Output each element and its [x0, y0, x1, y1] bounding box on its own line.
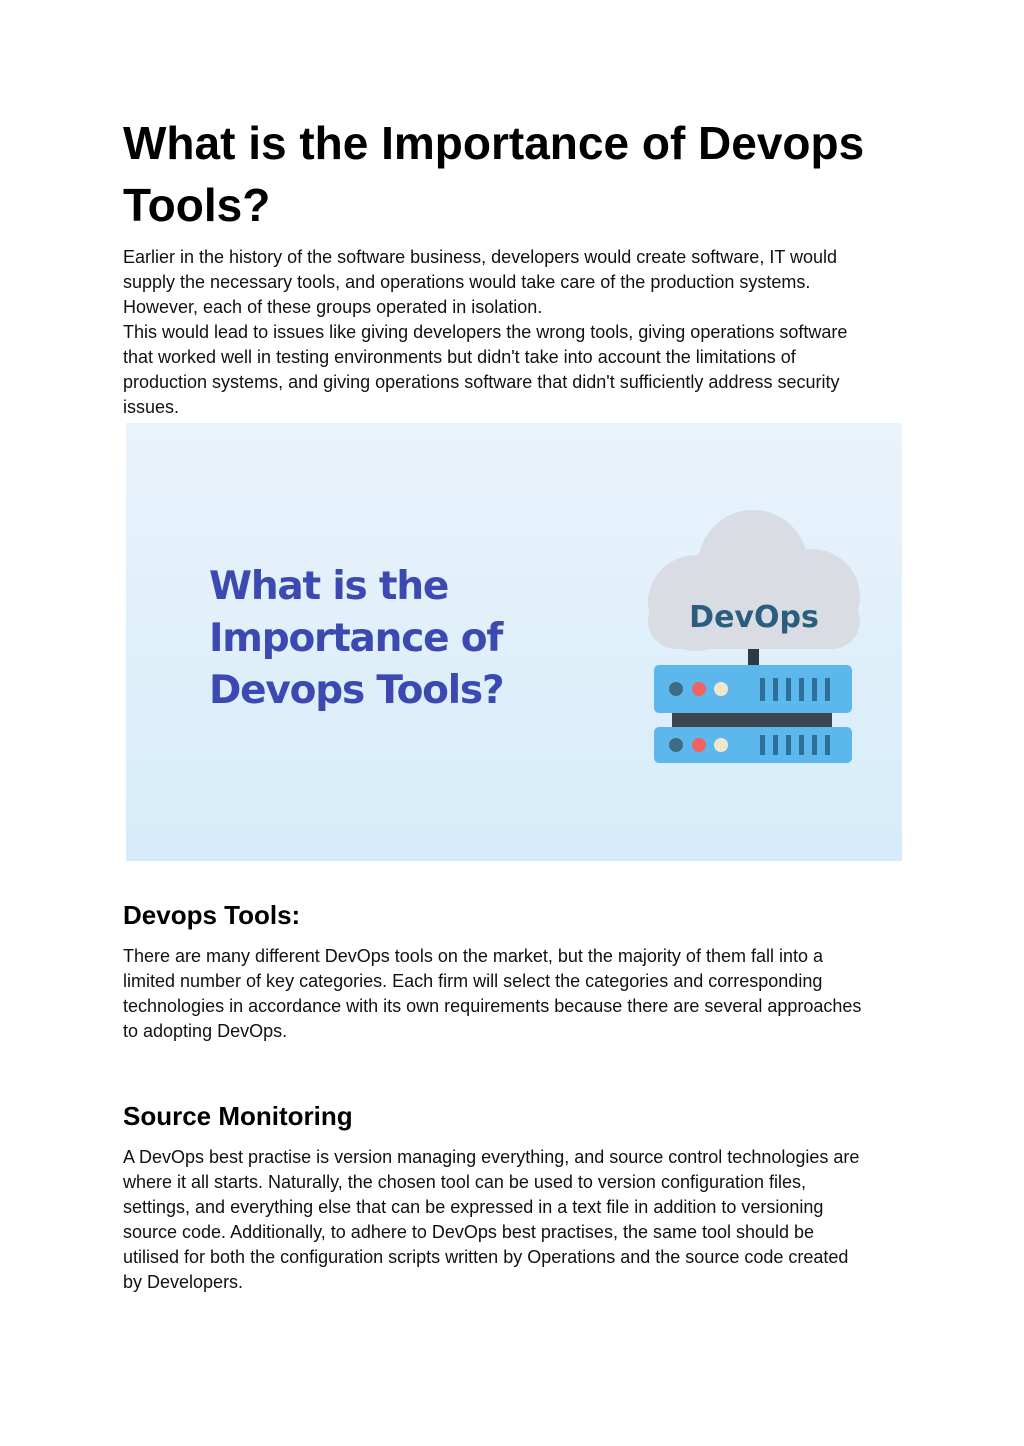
server-rail [672, 713, 832, 729]
devops-tools-heading: Devops Tools: [123, 900, 301, 930]
devops-tools-line: technologies in accordance with its own requirements because there are several approaches [123, 996, 862, 1016]
intro-line: This would lead to issues like giving developers the wrong tools, giving operations software [123, 322, 848, 342]
hero-image [126, 423, 902, 861]
devops-server-cloud-illustration [626, 503, 876, 763]
hero-image-title [209, 561, 589, 717]
source-monitoring-line: A DevOps best practise is version managing everything, and source control technologies are [123, 1147, 860, 1167]
server-led-red [692, 738, 706, 752]
server-led-gray [669, 738, 683, 752]
devops-tools-paragraph [123, 944, 913, 1044]
server-led-cream [714, 682, 728, 696]
intro-paragraph [123, 245, 913, 420]
hero-title-line: Devops Tools? [209, 668, 504, 713]
intro-line: that worked well in testing environments but didn't take into account the limitations of [123, 347, 796, 367]
intro-line: issues. [123, 397, 180, 417]
server-unit-top [654, 665, 852, 713]
source-monitoring-line: source code. Additionally, to adhere to DevOps best practises, the same tool should be [123, 1222, 815, 1242]
server-led-red [692, 682, 706, 696]
page-title-line-2: Tools? [123, 179, 271, 231]
hero-title-line: Importance of [209, 616, 503, 661]
page-title-line-1: What is the Importance of Devops [123, 117, 865, 169]
source-monitoring-line: utilised for both the configuration scripts written by Operations and the source code created [123, 1247, 849, 1267]
hero-title-line: What is the [209, 564, 449, 609]
source-monitoring-heading: Source Monitoring [123, 1101, 353, 1131]
source-monitoring-line: by Developers. [123, 1272, 244, 1292]
server-led-cream [714, 738, 728, 752]
page-title [123, 112, 903, 236]
intro-line: supply the necessary tools, and operations would take care of the production systems. [123, 272, 811, 292]
devops-tools-line: limited number of key categories. Each firm will select the categories and corresponding [123, 971, 823, 991]
server-unit-bottom [654, 727, 852, 763]
cloud-label: DevOps [689, 600, 819, 635]
source-monitoring-line: where it all starts. Naturally, the chosen tool can be used to version configuration files, [123, 1172, 807, 1192]
cloud-connector [748, 649, 759, 667]
intro-line: production systems, and giving operations software that didn't sufficiently address security [123, 372, 840, 392]
devops-tools-line: to adopting DevOps. [123, 1021, 288, 1041]
source-monitoring-line: settings, and everything else that can be expressed in a text file in addition to versioning [123, 1197, 824, 1217]
intro-line: However, each of these groups operated in isolation. [123, 297, 543, 317]
source-monitoring-paragraph [123, 1145, 913, 1295]
server-led-gray [669, 682, 683, 696]
intro-line: Earlier in the history of the software business, developers would create software, IT would [123, 247, 838, 267]
devops-tools-line: There are many different DevOps tools on the market, but the majority of them fall into a [123, 946, 824, 966]
